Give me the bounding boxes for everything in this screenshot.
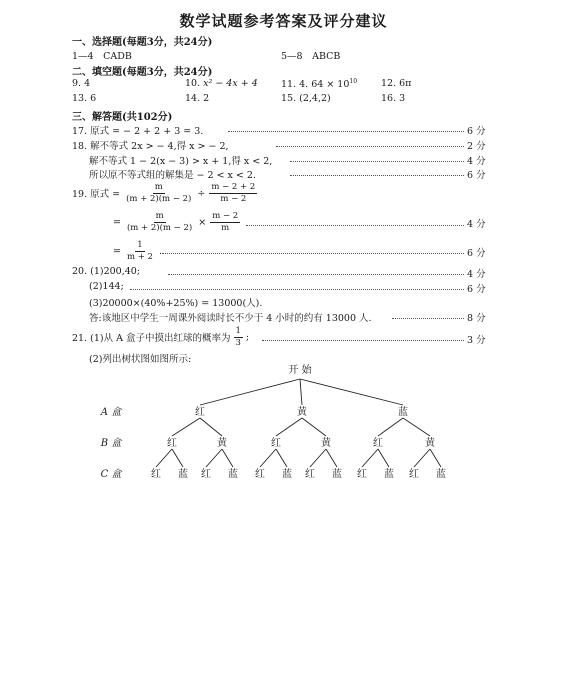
tree-node-c: 蓝 xyxy=(436,469,446,480)
tree-node-b: 红 xyxy=(167,438,177,449)
tree-branch xyxy=(310,449,326,467)
tree-node-c: 蓝 xyxy=(384,469,394,480)
tree-node-c: 红 xyxy=(409,469,419,480)
probability-tree xyxy=(0,360,567,490)
q19-line1: 19. 原式 = $\frac{m}{(m + 2)(m - 2)}$ ÷ $\frac{m - 2 + 2}{m - 2}$ xyxy=(72,181,256,204)
q18-line1: 18. 解不等式 2x > − 4,得 x > − 2, xyxy=(72,141,229,152)
q19-score2: 6 分 xyxy=(467,248,486,259)
q20-score2: 6 分 xyxy=(467,284,486,295)
tree-branch xyxy=(172,449,183,467)
dotted-leader xyxy=(228,131,464,132)
tree-start-label: 开 始 xyxy=(288,365,312,376)
fraction: $\frac{1}{m + 2}$ xyxy=(126,239,153,262)
answer-11: 11. 4. $64 \times 10^{10}$ xyxy=(281,78,358,91)
dotted-leader xyxy=(290,161,464,162)
tree-branch xyxy=(260,449,276,467)
fraction: $\frac{m}{(m + 2)(m - 2)}$ xyxy=(126,181,192,204)
tree-branch xyxy=(200,418,222,436)
tree-branch xyxy=(378,449,389,467)
section1-heading: 一、选择题(每题3分，共24分) xyxy=(72,37,213,48)
tree-branch xyxy=(414,449,430,467)
q20-score4: 8 分 xyxy=(467,313,486,324)
tree-branch xyxy=(302,418,326,436)
q17-text: 17. 原式 = − 2 + 2 + 3 = 3. xyxy=(72,126,204,137)
section3-heading: 三、解答题(共102分) xyxy=(72,112,173,123)
tree-node-c: 蓝 xyxy=(332,469,342,480)
dotted-leader xyxy=(246,225,464,226)
tree-branch xyxy=(156,449,172,467)
tree-branches xyxy=(156,379,441,467)
row-a-label: A 盒 xyxy=(100,407,122,418)
q19-line2: = $\frac{m}{(m + 2)(m - 2)}$ × $\frac{m - 2}{m}$ xyxy=(113,210,239,233)
q20-line2: (2)144; xyxy=(89,281,124,292)
tree-node-c: 红 xyxy=(305,469,315,480)
dotted-leader xyxy=(262,340,464,341)
tree-branch xyxy=(222,449,233,467)
dotted-leader xyxy=(162,253,464,254)
dotted-leader xyxy=(276,146,464,147)
dotted-leader xyxy=(130,289,464,290)
tree-branch xyxy=(300,379,403,405)
q20-line1: 20. (1)200,40; xyxy=(72,266,141,277)
tree-node-c: 红 xyxy=(201,469,211,480)
tree-branch xyxy=(206,449,222,467)
tree-node-a: 黄 xyxy=(297,407,307,418)
q17-score: 6 分 xyxy=(467,126,486,137)
tree-node-c: 红 xyxy=(151,469,161,480)
q20-line4: 答:该地区中学生一周课外阅读时长不少于 4 小时的约有 13000 人. xyxy=(89,313,372,324)
q21-line1: 21. (1)从 A 盒子中摸出红球的概率为 $\frac{1}{3}$ ; xyxy=(72,325,250,348)
tree-node-b: 黄 xyxy=(321,438,331,449)
tree-node-b: 红 xyxy=(271,438,281,449)
row-b-label: B 盒 xyxy=(100,438,122,449)
tree-branch xyxy=(200,379,300,405)
tree-branch xyxy=(172,418,200,436)
fraction: $\frac{m}{(m + 2)(m - 2)}$ xyxy=(126,210,193,233)
dotted-leader xyxy=(290,175,464,176)
dotted-leader xyxy=(168,274,464,275)
q19-line3: = $\frac{1}{m + 2}$ . xyxy=(113,239,162,262)
q20-score1: 4 分 xyxy=(467,269,486,280)
tree-branch xyxy=(276,449,287,467)
fraction: $\frac{m - 2}{m}$ xyxy=(212,210,239,233)
q18-line3: 所以原不等式组的解集是 − 2 < x < 2. xyxy=(89,170,256,181)
tree-node-a: 蓝 xyxy=(398,407,408,418)
tree-node-b: 红 xyxy=(373,438,383,449)
tree-branch xyxy=(300,379,302,405)
answer-13: 13. 6 xyxy=(72,93,97,104)
tree-branch xyxy=(326,449,337,467)
tree-node-c: 蓝 xyxy=(228,469,238,480)
tree-node-c: 红 xyxy=(357,469,367,480)
tree-branch xyxy=(276,418,302,436)
answer-15: 15. (2,4,2) xyxy=(281,93,331,104)
tree-node-c: 蓝 xyxy=(178,469,188,480)
tree-branch xyxy=(378,418,403,436)
tree-node-b: 黄 xyxy=(217,438,227,449)
tree-node-b: 黄 xyxy=(425,438,435,449)
q18-score1: 2 分 xyxy=(467,141,486,152)
fraction: $\frac{m - 2 + 2}{m - 2}$ xyxy=(211,181,256,204)
q18-score3: 6 分 xyxy=(467,170,486,181)
answer-12: 12. 6π xyxy=(381,78,412,89)
tree-node-c: 蓝 xyxy=(282,469,292,480)
tree-branch xyxy=(362,449,378,467)
fraction: $\frac{1}{3}$ xyxy=(235,325,241,348)
tree-node-a: 红 xyxy=(195,407,205,418)
tree-branch xyxy=(403,418,430,436)
q21-line2: (2)列出树状图如图所示: xyxy=(89,354,192,365)
answer-9: 9. 4 xyxy=(72,78,91,89)
q19-score1: 4 分 xyxy=(467,219,486,230)
dotted-leader xyxy=(392,318,464,319)
tree-branch xyxy=(430,449,441,467)
q20-line3: (3)20000×(40%+25%) = 13000(人). xyxy=(89,298,263,309)
q18-line2: 解不等式 1 − 2(x − 3) > x + 1,得 x < 2, xyxy=(89,156,273,167)
answer-1-4: 1—4 CADB xyxy=(72,51,132,62)
q18-score2: 4 分 xyxy=(467,156,486,167)
answer-5-8: 5—8 ABCB xyxy=(281,51,341,62)
q21-score1: 3 分 xyxy=(467,335,486,346)
answer-14: 14. 2 xyxy=(185,93,210,104)
answer-16: 16. 3 xyxy=(381,93,406,104)
row-c-label: C 盒 xyxy=(100,469,122,480)
page-title: 数学试题参考答案及评分建议 xyxy=(179,12,388,30)
section2-heading: 二、填空题(每题3分，共24分) xyxy=(72,67,213,78)
tree-node-c: 红 xyxy=(255,469,265,480)
answer-10: 10. x² − 4x + 4 xyxy=(185,78,258,89)
